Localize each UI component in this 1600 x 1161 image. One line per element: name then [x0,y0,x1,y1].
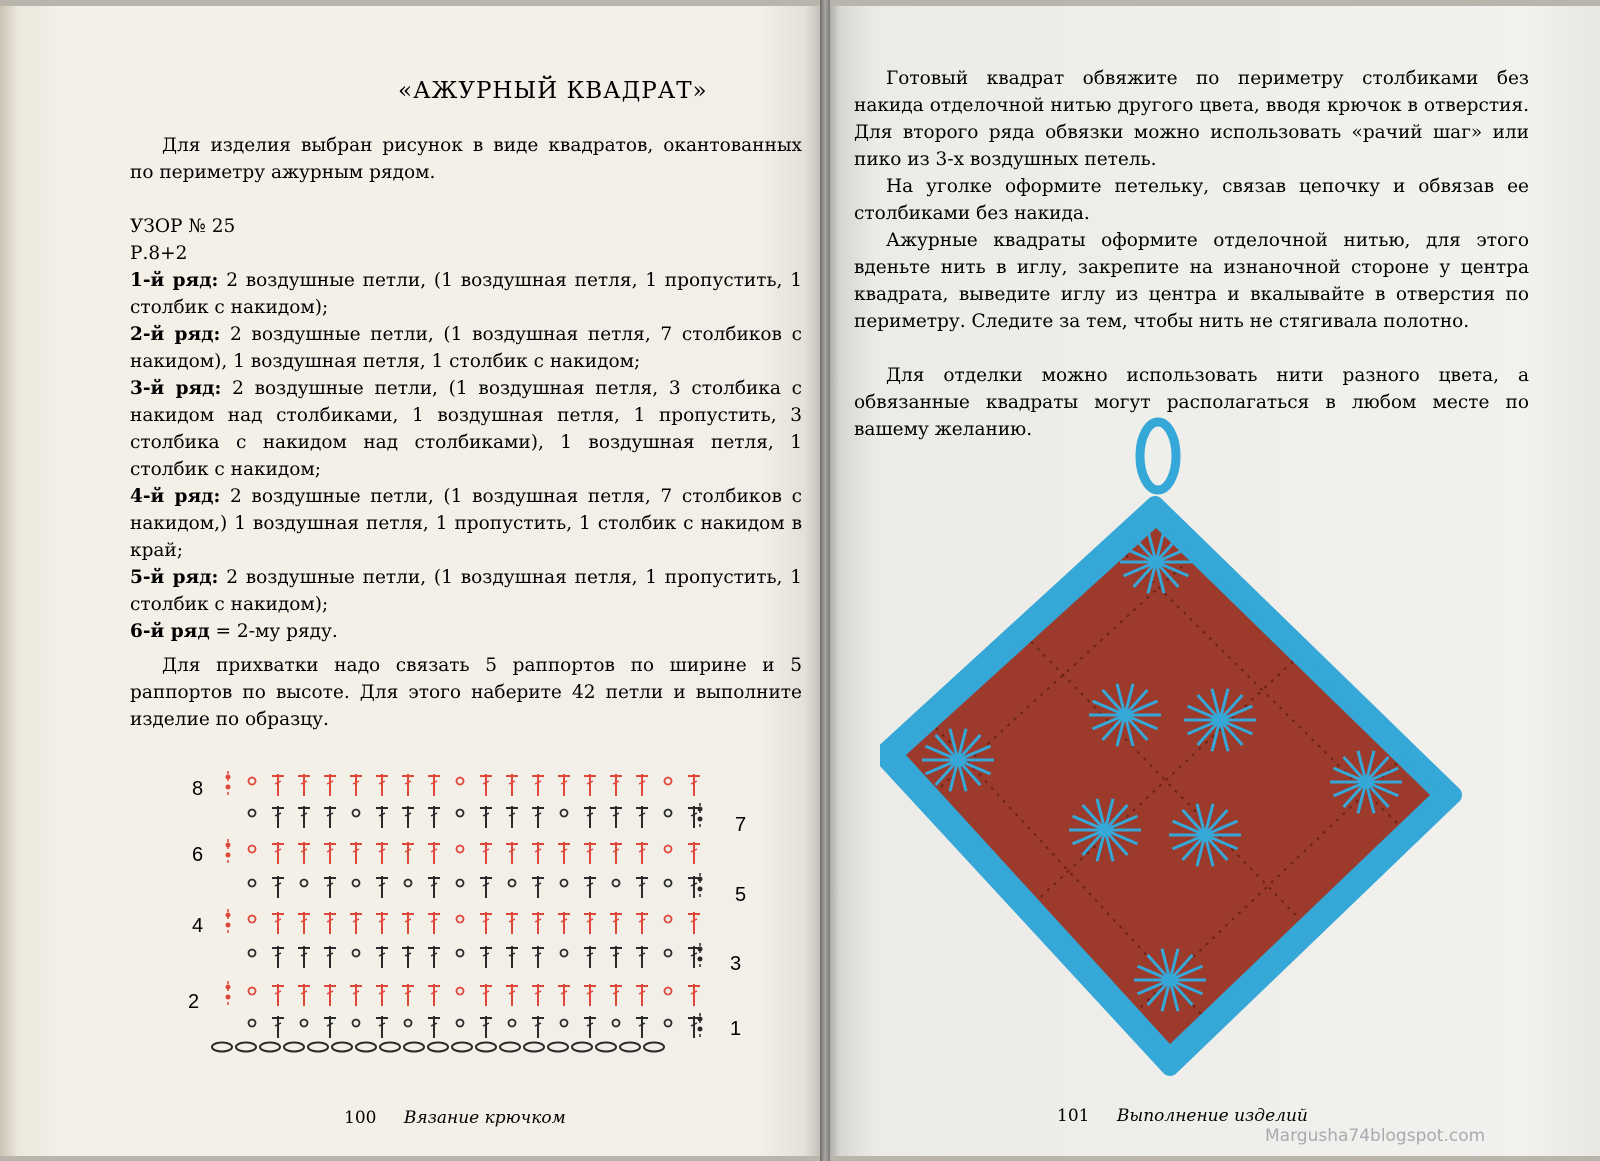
right-paragraph-1: Готовый квадрат обвяжите по периметру столбиками без накида отделочной нитью другого цвета, вводя крючок в отверстия. Для второго ряда обвязки можно использовать «рачий шаг» или пико из 3-х воздушных петель. [854,68,1529,170]
chain-stitch-symbol [457,778,464,785]
foundation-chain-symbol [452,1043,472,1052]
foundation-chain-symbol [620,1043,640,1052]
chain-stitch-symbol [353,1020,360,1027]
foundation-chain-symbol [476,1043,496,1052]
hanging-loop [1140,422,1176,490]
row-number-5: 5 [735,884,747,906]
row-number-6: 6 [192,844,204,866]
foundation-chain-symbol [404,1043,424,1052]
foundation-chain-symbol [428,1043,448,1052]
foundation-chain-symbol [284,1043,304,1052]
right-footer [1057,1106,1308,1126]
left-footer [344,1108,566,1128]
watermark: Margusha74blogspot.com [1265,1126,1486,1146]
foundation-chain-symbol [260,1043,280,1052]
foundation-chain-symbol [500,1043,520,1052]
foundation-chain-symbol [644,1043,664,1052]
foundation-chain-symbol [308,1043,328,1052]
chain-stitch-symbol [561,1020,568,1027]
row-instruction-2 [130,321,802,375]
chain-stitch-symbol [353,810,360,817]
chain-stitch-symbol [561,950,568,957]
foundation-chain-symbol [572,1043,592,1052]
embroidered-star-center [1100,825,1110,835]
chain-stitch-symbol [457,1020,464,1027]
chain-stitch-symbol [665,880,672,887]
chain-stitch-symbol [613,880,620,887]
row-label: 3-й ряд: [130,378,222,399]
chain-stitch-symbol [457,916,464,923]
row-number-8: 8 [192,778,204,800]
chain-stitch-symbol [665,810,672,817]
chain-stitch-symbol [665,1020,672,1027]
chain-stitch-symbol [665,846,672,853]
right-paragraph-2: На уголке оформите петельку, связав цепочку и обвязав ее столбиками без накида. [854,176,1529,224]
chain-stitch-symbol [249,846,256,853]
embroidered-star-center [1200,830,1210,840]
chain-stitch-symbol [457,950,464,957]
row-label: 6-й ряд [130,621,210,642]
foundation-chain-symbol [332,1043,352,1052]
foundation-chain-symbol [380,1043,400,1052]
chain-stitch-symbol [457,846,464,853]
embroidered-star-center [1165,975,1175,985]
row-text: 2 воздушные петли, (1 воздушная петля, 7 столбиков с накидом), 1 воздушная петля, 1 столбик с накидом; [130,324,802,372]
chain-stitch-symbol [353,950,360,957]
foundation-chain-symbol [596,1043,616,1052]
chain-stitch-symbol [301,880,308,887]
row-instruction-6 [130,618,802,645]
row-label: 2-й ряд: [130,324,221,345]
running-title: Выполнение изделий [1116,1106,1308,1126]
page-number: 100 [344,1108,377,1128]
row-text: 2 воздушные петли, (1 воздушная петля, 1 пропустить, 1 столбик с накидом); [130,567,802,615]
row-text: 2 воздушные петли, (1 воздушная петля, 3 столбика с накидом над столбиками, 1 воздушная петля, 1 пропустить, 3 столбика с накидом над столбиками), 1 воздушная петля, 1 столбик с накидом; [130,378,803,480]
embroidered-star-center [1120,710,1130,720]
foundation-chain-symbol [212,1043,232,1052]
chain-stitch-symbol [457,810,464,817]
foundation-chain-symbol [236,1043,256,1052]
row-text: = 2-му ряду. [215,621,338,642]
row-number-4: 4 [192,915,204,937]
row-instruction-3 [130,375,802,483]
row-text: 2 воздушные петли, (1 воздушная петля, 7 столбиков с накидом,) 1 воздушная петля, 1 пропустить, 1 столбик с накидом в край; [130,486,802,561]
right-paragraph-3: Ажурные квадраты оформите отделочной нитью, для этого вденьте нить в иглу, закрепите на изнаночной стороне у центра квадрата, выведите иглу из центра и вкалывайте в отверстия по периметру. Следите за тем, чтобы нить не стягивала полотно. [854,230,1529,332]
pattern-name: УЗОР № 25 [130,216,236,237]
foundation-chain-symbol [548,1043,568,1052]
chain-stitch-symbol [665,916,672,923]
embroidered-star-center [953,755,963,765]
closing-paragraph: Для прихватки надо связать 5 раппортов по ширине и 5 раппортов по высоте. Для этого наберите 42 петли и выполните изделие по образцу. [130,655,802,730]
chain-stitch-symbol [353,880,360,887]
chain-stitch-symbol [509,1020,516,1027]
row-text: 2 воздушные петли, (1 воздушная петля, 1 пропустить, 1 столбик с накидом); [130,270,802,318]
row-label: 1-й ряд: [130,270,219,291]
chain-stitch-symbol [457,880,464,887]
right-paragraph-4: Для отделки можно использовать нити разного цвета, а обвязанные квадраты могут располагаться в любом месте по вашему желанию. [854,365,1529,440]
chain-stitch-symbol [249,880,256,887]
chain-stitch-symbol [301,1020,308,1027]
chain-stitch-symbol [249,810,256,817]
pattern-repeat: Р.8+2 [130,243,188,264]
chain-stitch-symbol [249,916,256,923]
chain-stitch-symbol [457,988,464,995]
chain-stitch-symbol [249,778,256,785]
running-title: Вязание крючком [403,1108,566,1128]
crochet-chart [170,765,770,1095]
row-number-2: 2 [188,991,200,1013]
chain-stitch-symbol [509,880,516,887]
book-gutter [820,0,830,1161]
intro-paragraph: Для изделия выбран рисунок в виде квадратов, окантованных по периметру ажурным рядом. [130,135,802,183]
foundation-chain-symbol [524,1043,544,1052]
row-number-1: 1 [730,1018,742,1040]
page-number: 101 [1057,1106,1090,1126]
embroidered-star-center [1151,557,1161,567]
row-instruction-5 [130,564,802,618]
chain-stitch-symbol [249,1020,256,1027]
row-label: 4-й ряд: [130,486,221,507]
chain-stitch-symbol [405,1020,412,1027]
chain-stitch-symbol [613,1020,620,1027]
foundation-chain-symbol [356,1043,376,1052]
chain-stitch-symbol [249,988,256,995]
potholder-photo [880,410,1480,1090]
chain-stitch-symbol [561,810,568,817]
chain-stitch-symbol [405,880,412,887]
chain-stitch-symbol [665,778,672,785]
row-instruction-4 [130,483,802,564]
row-label: 5-й ряд: [130,567,219,588]
chain-stitch-symbol [249,950,256,957]
page-title: «АЖУРНЫЙ КВАДРАТ» [398,78,708,104]
embroidered-star-center [1215,715,1225,725]
chain-stitch-symbol [665,988,672,995]
row-number-7: 7 [735,814,747,836]
embroidered-star-center [1361,777,1371,787]
chain-stitch-symbol [561,880,568,887]
row-number-3: 3 [730,953,742,975]
chain-stitch-symbol [665,950,672,957]
row-instruction-1 [130,267,802,321]
